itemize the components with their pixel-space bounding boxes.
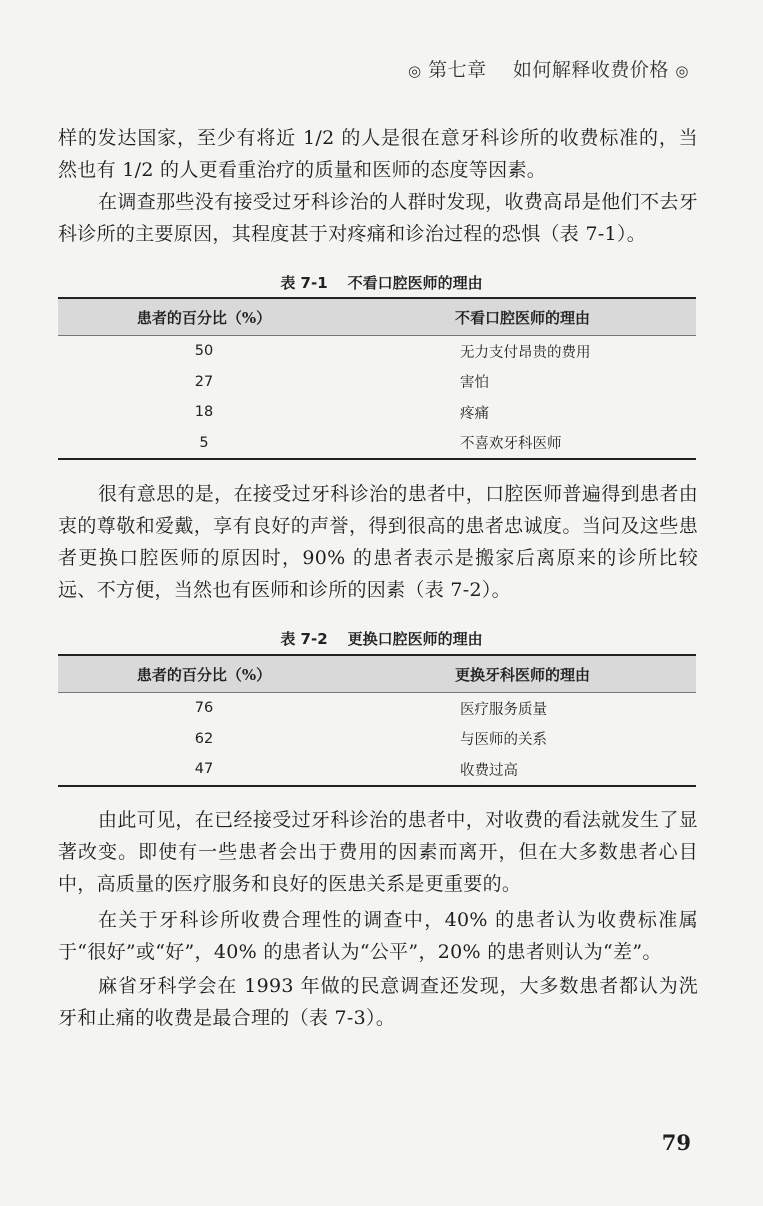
table-caption: [0, 628, 763, 649]
column-header: 不看口腔医师的理由: [350, 298, 696, 336]
column-header: 患者的百分比（%）: [58, 655, 350, 693]
paragraph: 在调查那些没有接受过牙科诊治的人群时发现，收费高昂是他们不去牙科诊所的主要原因，其程度甚于对疼痛和诊治过程的恐惧（表 7-1）。: [58, 191, 698, 245]
table-number: 表 7-1: [280, 274, 328, 292]
chapter-label: 第七章: [428, 59, 487, 81]
table-cell: 27: [194, 373, 214, 390]
table-caption: [0, 272, 763, 293]
column-header: 患者的百分比（%）: [58, 298, 350, 336]
table-row: [58, 336, 696, 367]
running-head: [408, 55, 689, 82]
chapter-title: 如何解释收费价格: [512, 59, 669, 81]
table-cell: 不喜欢牙科医师: [350, 428, 696, 460]
table: [58, 654, 696, 787]
table-cell: 害怕: [460, 375, 489, 392]
table-title: 更换口腔医师的理由: [347, 630, 483, 648]
table-cell: 18: [194, 404, 214, 421]
table-row: [58, 428, 696, 460]
table-row: [58, 367, 696, 398]
table-cell: 疼痛: [460, 405, 489, 422]
table-cell: 与医师的关系: [460, 732, 547, 749]
table-cell: 5: [58, 428, 350, 460]
circle-ornament-icon: ◎: [675, 62, 689, 80]
paragraph: 由此可见，在已经接受过牙科诊治的患者中，对收费的看法就发生了显著改变。即使有一些患者会出于费用的因素而离开，但在大多数患者心目中，高质量的医疗服务和良好的医患关系是更重要的。: [58, 809, 698, 895]
table-title: 不看口腔医师的理由: [347, 274, 483, 292]
table-cell: 无力支付昂贵的费用: [460, 344, 591, 361]
table-cell: 62: [194, 730, 214, 747]
paragraph: 很有意思的是，在接受过牙科诊治的患者中，口腔医师普遍得到患者由衷的尊敬和爱戴，享有良好的声誉，得到很高的患者忠诚度。当问及这些患者更换口腔医师的原因时，90% 的患者表示是搬家后离原来的诊所比较远、不方便，当然也有医师和诊所的因素（表 7-2）。: [58, 483, 698, 601]
table-cell: 医疗服务质量: [460, 701, 547, 718]
paragraph: 在关于牙科诊所收费合理性的调查中，40% 的患者认为收费标准属于“很好”或“好”，40% 的患者认为“公平”，20% 的患者则认为“差”。: [58, 909, 698, 963]
circle-ornament-icon: ◎: [408, 62, 422, 80]
table-cell: 收费过高: [350, 754, 696, 786]
table-row: [58, 724, 696, 755]
table: [58, 297, 696, 460]
table-row: [58, 397, 696, 428]
table-cell: 50: [194, 343, 214, 360]
table-header-row: [58, 298, 696, 336]
table-cell: 47: [58, 754, 350, 786]
table-header-row: [58, 655, 696, 693]
paragraph: 麻省牙科学会在 1993 年做的民意调查还发现，大多数患者都认为洗牙和止痛的收费是最合理的（表 7-3）。: [58, 975, 698, 1029]
table-row: [58, 754, 696, 786]
table-cell: 76: [194, 700, 214, 717]
table-number: 表 7-2: [280, 630, 328, 648]
paragraph: 样的发达国家，至少有将近 1/2 的人是很在意牙科诊所的收费标准的，当然也有 1/2 的人更看重治疗的质量和医师的态度等因素。: [58, 127, 698, 181]
column-header: 更换牙科医师的理由: [350, 655, 696, 693]
page-number: 79: [661, 1130, 691, 1155]
table-row: [58, 693, 696, 724]
